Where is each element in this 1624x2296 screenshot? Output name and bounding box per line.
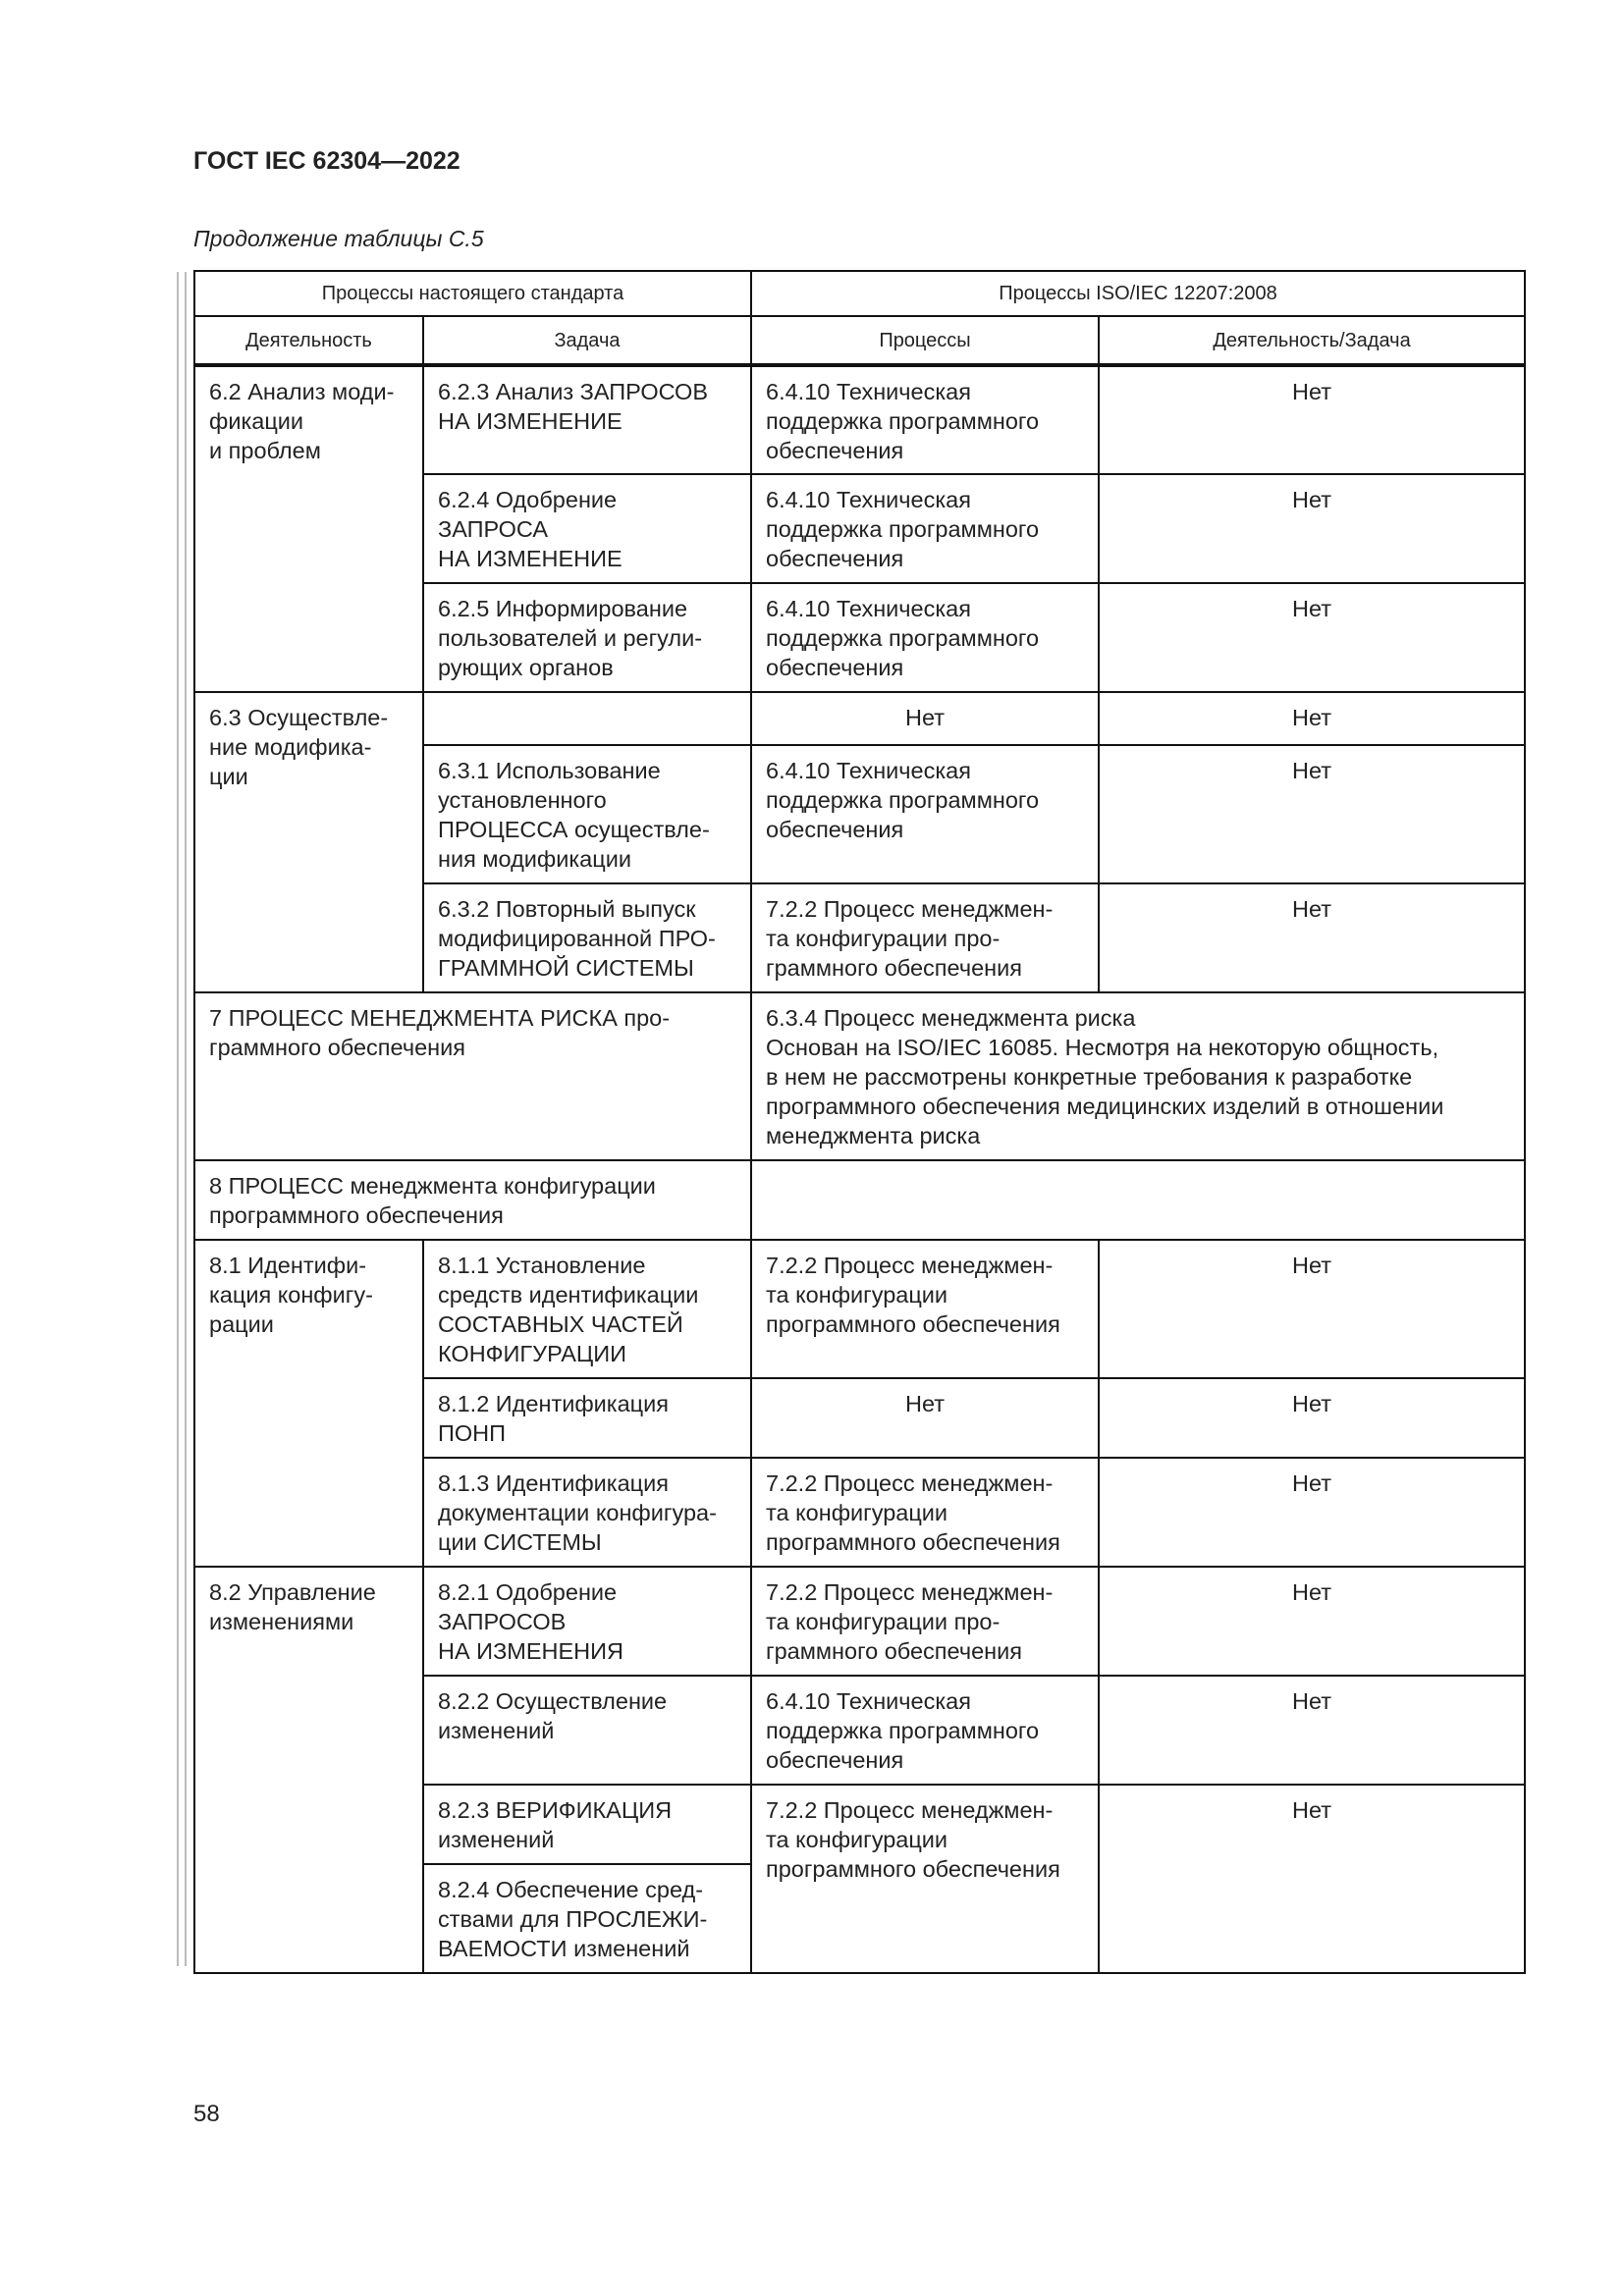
process-cell: 6.4.10 Техническая поддержка программного обеспечения xyxy=(751,583,1099,692)
header-activity: Деятельность xyxy=(194,316,423,365)
task-cell: 8.2.1 Одобрение ЗАПРОСОВ НА ИЗМЕНЕНИЯ xyxy=(423,1567,751,1676)
activity-cell: 8.2 Управление изменениями xyxy=(194,1567,423,1973)
header-task: Задача xyxy=(423,316,751,365)
task-cell: 6.3.2 Повторный выпуск модифицированной ПРО- ГРАММНОЙ СИСТЕМЫ xyxy=(423,883,751,992)
section-note-cell: 6.3.4 Процесс менеджмента риска Основан на ISO/IEC 16085. Несмотря на некоторую общность, в нем не рассмотрены конкретные требования к разработке программного обеспечения медицинских изделий в отношении менеджмента риска xyxy=(751,992,1525,1160)
table-row xyxy=(194,1567,1525,1676)
process-table xyxy=(193,270,1526,1974)
section-cell: 7 ПРОЦЕСС МЕНЕДЖМЕНТА РИСКА про- граммного обеспечения xyxy=(194,992,751,1160)
table-row xyxy=(194,1160,1525,1240)
margin-change-bar xyxy=(177,272,187,1966)
header-processes: Процессы xyxy=(751,316,1099,365)
activity-cell: 6.3 Осуществле- ние модифика- ции xyxy=(194,692,423,992)
activity-task-cell: Нет xyxy=(1099,745,1525,883)
task-cell: 8.1.2 Идентификация ПОНП xyxy=(423,1378,751,1458)
document-header: ГОСТ IEC 62304—2022 xyxy=(193,147,460,175)
table-header-columns xyxy=(194,316,1525,365)
task-cell xyxy=(423,692,751,745)
activity-task-cell: Нет xyxy=(1099,474,1525,583)
process-cell: 7.2.2 Процесс менеджмен- та конфигурации программного обеспечения xyxy=(751,1458,1099,1567)
header-standard-processes: Процессы настоящего стандарта xyxy=(194,271,751,316)
section-note-cell xyxy=(751,1160,1525,1240)
task-cell: 8.1.1 Установление средств идентификации СОСТАВНЫХ ЧАСТЕЙ КОНФИГУРАЦИИ xyxy=(423,1240,751,1378)
activity-task-cell: Нет xyxy=(1099,1240,1525,1378)
table-row xyxy=(194,1240,1525,1378)
page-number: 58 xyxy=(193,2101,220,2127)
table-row xyxy=(194,992,1525,1160)
task-cell: 6.3.1 Использование установленного ПРОЦЕССА осуществле- ния модификации xyxy=(423,745,751,883)
activity-task-cell: Нет xyxy=(1099,692,1525,745)
process-cell: Нет xyxy=(751,1378,1099,1458)
activity-task-cell: Нет xyxy=(1099,1676,1525,1785)
activity-task-cell: Нет xyxy=(1099,365,1525,474)
activity-task-cell: Нет xyxy=(1099,1567,1525,1676)
activity-task-cell: Нет xyxy=(1099,1785,1525,1973)
table-row xyxy=(194,365,1525,474)
table-caption: Продолжение таблицы С.5 xyxy=(193,226,484,251)
process-cell: 7.2.2 Процесс менеджмен- та конфигурации программного обеспечения xyxy=(751,1240,1099,1378)
activity-task-cell: Нет xyxy=(1099,583,1525,692)
table-header-group xyxy=(194,271,1525,316)
task-cell: 6.2.3 Анализ ЗАПРОСОВ НА ИЗМЕНЕНИЕ xyxy=(423,365,751,474)
activity-task-cell: Нет xyxy=(1099,1458,1525,1567)
task-cell: 8.1.3 Идентификация документации конфигура- ции СИСТЕМЫ xyxy=(423,1458,751,1567)
activity-cell: 6.2 Анализ моди- фикации и проблем xyxy=(194,365,423,692)
process-cell: 6.4.10 Техническая поддержка программного обеспечения xyxy=(751,365,1099,474)
task-cell: 8.2.3 ВЕРИФИКАЦИЯ изменений xyxy=(423,1785,751,1864)
activity-task-cell: Нет xyxy=(1099,1378,1525,1458)
header-iso-processes: Процессы ISO/IEC 12207:2008 xyxy=(751,271,1525,316)
process-cell: 6.4.10 Техническая поддержка программного обеспечения xyxy=(751,1676,1099,1785)
process-cell: 7.2.2 Процесс менеджмен- та конфигурации про- граммного обеспечения xyxy=(751,1567,1099,1676)
task-cell: 8.2.4 Обеспечение сред- ствами для ПРОСЛЕЖИ- ВАЕМОСТИ изменений xyxy=(423,1864,751,1973)
activity-task-cell: Нет xyxy=(1099,883,1525,992)
activity-cell: 8.1 Идентифи- кация конфигу- рации xyxy=(194,1240,423,1567)
process-cell: 6.4.10 Техническая поддержка программного обеспечения xyxy=(751,474,1099,583)
process-cell: 6.4.10 Техническая поддержка программного обеспечения xyxy=(751,745,1099,883)
process-cell: Нет xyxy=(751,692,1099,745)
section-cell: 8 ПРОЦЕСС менеджмента конфигурации программного обеспечения xyxy=(194,1160,751,1240)
task-cell: 6.2.5 Информирование пользователей и регули- рующих органов xyxy=(423,583,751,692)
header-activity-task: Деятельность/Задача xyxy=(1099,316,1525,365)
task-cell: 6.2.4 Одобрение ЗАПРОСА НА ИЗМЕНЕНИЕ xyxy=(423,474,751,583)
process-cell: 7.2.2 Процесс менеджмен- та конфигурации про- граммного обеспечения xyxy=(751,883,1099,992)
table-row xyxy=(194,692,1525,745)
task-cell: 8.2.2 Осуществление изменений xyxy=(423,1676,751,1785)
process-cell: 7.2.2 Процесс менеджмен- та конфигурации программного обеспечения xyxy=(751,1785,1099,1973)
